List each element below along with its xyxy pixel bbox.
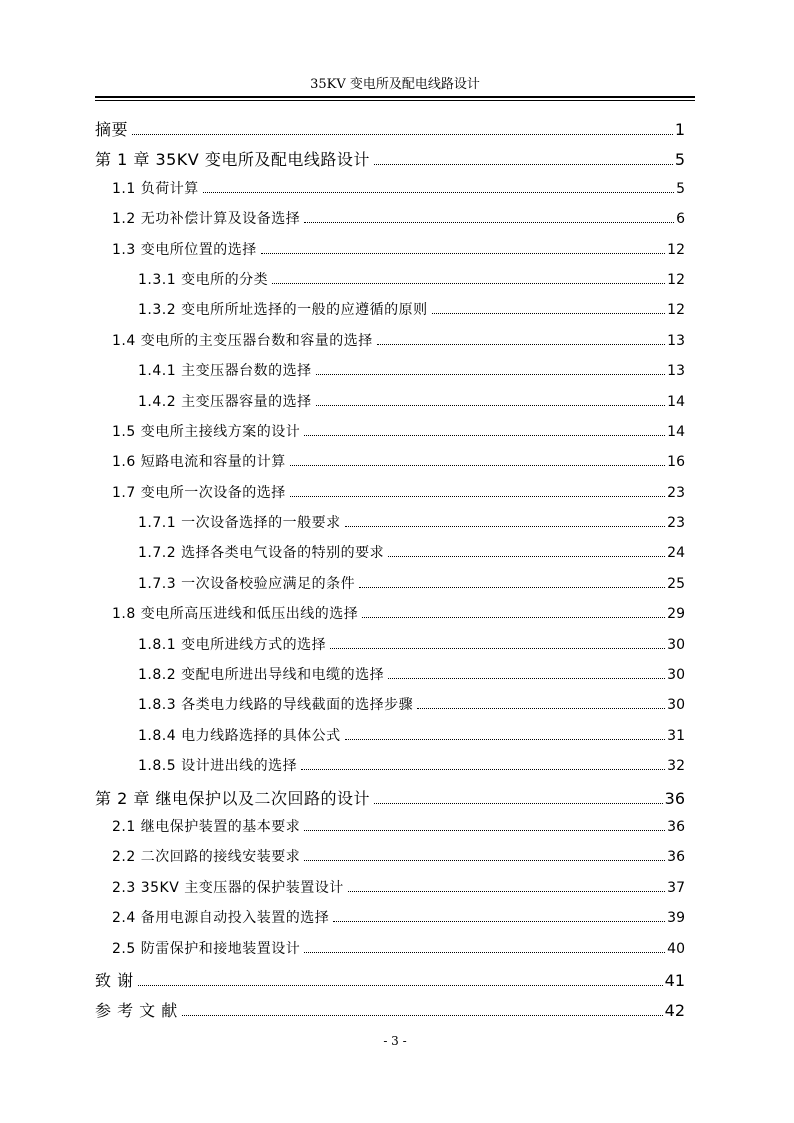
toc-dot-leader bbox=[316, 374, 666, 375]
toc-dot-leader bbox=[182, 1015, 663, 1016]
toc-entry-title: 第 1 章 35KV 变电所及配电线路设计 bbox=[95, 150, 370, 170]
toc-entry-title: 第 2 章 继电保护以及二次回路的设计 bbox=[95, 788, 370, 808]
toc-entry-title: 1.1 负荷计算 bbox=[112, 180, 199, 197]
toc-entry-title: 2.3 35KV 主变压器的保护装置设计 bbox=[112, 879, 344, 896]
toc-entry[interactable] bbox=[95, 998, 685, 1028]
running-header: 35KV 变电所及配电线路设计 bbox=[310, 77, 480, 92]
toc-entry-page: 14 bbox=[667, 393, 685, 410]
toc-entry-title: 1.8.1 变电所进线方式的选择 bbox=[138, 636, 327, 653]
toc-dot-leader bbox=[362, 617, 665, 618]
toc-entry[interactable] bbox=[95, 877, 685, 907]
toc-entry-title: 参 考 文 献 bbox=[95, 1001, 178, 1021]
toc-entry-title: 2.2 二次回路的接线安装要求 bbox=[112, 849, 301, 866]
toc-entry[interactable] bbox=[95, 634, 685, 664]
toc-entry[interactable] bbox=[95, 391, 685, 421]
toc-dot-leader bbox=[377, 344, 665, 345]
toc-entry-page: 36 bbox=[667, 818, 685, 835]
toc-dot-leader bbox=[374, 803, 663, 804]
toc-entry-page: 30 bbox=[667, 636, 685, 653]
toc-entry-title: 1.4 变电所的主变压器台数和容量的选择 bbox=[112, 332, 373, 349]
toc-entry-title: 1.7.2 选择各类电气设备的特别的要求 bbox=[138, 545, 385, 562]
page-number: - 3 - bbox=[383, 1034, 407, 1048]
toc-entry-page: 24 bbox=[667, 545, 685, 562]
toc-entry-title: 1.8.2 变配电所进出导线和电缆的选择 bbox=[138, 667, 385, 684]
toc-entry[interactable] bbox=[95, 208, 685, 238]
toc-dot-leader bbox=[301, 769, 665, 770]
toc-dot-leader bbox=[333, 921, 665, 922]
toc-dot-leader bbox=[304, 952, 665, 953]
toc-entry-page: 31 bbox=[667, 727, 685, 744]
toc-entry-page: 5 bbox=[676, 180, 685, 197]
toc-entry-page: 29 bbox=[667, 606, 685, 623]
toc-entry[interactable] bbox=[95, 816, 685, 846]
toc-dot-leader bbox=[316, 405, 666, 406]
toc-entry[interactable] bbox=[95, 299, 685, 329]
toc-entry[interactable] bbox=[95, 907, 685, 937]
toc-dot-leader bbox=[138, 985, 663, 986]
toc-entry[interactable] bbox=[95, 694, 685, 724]
toc-dot-leader bbox=[203, 192, 674, 193]
toc-dot-leader bbox=[432, 313, 666, 314]
toc-entry[interactable] bbox=[95, 330, 685, 360]
toc-dot-leader bbox=[290, 496, 665, 497]
toc-entry-title: 1.4.1 主变压器台数的选择 bbox=[138, 363, 312, 380]
toc-entry[interactable] bbox=[95, 482, 685, 512]
toc-entry-title: 2.4 备用电源自动投入装置的选择 bbox=[112, 910, 330, 927]
toc-entry-title: 1.8.4 电力线路选择的具体公式 bbox=[138, 727, 341, 744]
toc-entry-page: 41 bbox=[664, 970, 685, 990]
toc-entry-page: 30 bbox=[667, 667, 685, 684]
toc-entry[interactable] bbox=[95, 664, 685, 694]
toc-entry-title: 1.4.2 主变压器容量的选择 bbox=[138, 393, 312, 410]
toc-entry[interactable] bbox=[95, 542, 685, 572]
header-rule-thin bbox=[95, 100, 695, 101]
toc-dot-leader bbox=[417, 708, 665, 709]
toc-entry-title: 1.5 变电所主接线方案的设计 bbox=[112, 423, 301, 440]
toc-dot-leader bbox=[272, 283, 665, 284]
toc-dot-leader bbox=[304, 222, 674, 223]
toc-entry[interactable] bbox=[95, 421, 685, 451]
toc-entry[interactable] bbox=[95, 968, 685, 998]
toc-entry-title: 1.8.5 设计进出线的选择 bbox=[138, 758, 298, 775]
toc-entry[interactable] bbox=[95, 178, 685, 208]
toc-dot-leader bbox=[290, 465, 665, 466]
toc-entry-title: 摘要 bbox=[95, 120, 129, 139]
toc-dot-leader bbox=[388, 678, 665, 679]
toc-entry[interactable] bbox=[95, 269, 685, 299]
toc-entry-page: 12 bbox=[667, 241, 685, 258]
toc-dot-leader bbox=[345, 739, 666, 740]
toc-entry-page: 32 bbox=[667, 758, 685, 775]
toc-entry[interactable] bbox=[95, 846, 685, 876]
toc-entry-title: 1.3.1 变电所的分类 bbox=[138, 271, 269, 288]
toc-entry[interactable] bbox=[95, 786, 685, 816]
toc-dot-leader bbox=[304, 830, 665, 831]
toc-entry-title: 1.3 变电所位置的选择 bbox=[112, 241, 257, 258]
toc-entry[interactable] bbox=[95, 360, 685, 390]
toc-entry[interactable] bbox=[95, 147, 685, 177]
toc-entry[interactable] bbox=[95, 512, 685, 542]
toc-entry-title: 2.1 继电保护装置的基本要求 bbox=[112, 818, 301, 835]
toc-entry-page: 1 bbox=[674, 120, 685, 139]
toc-entry[interactable] bbox=[95, 451, 685, 481]
toc-entry[interactable] bbox=[95, 603, 685, 633]
toc-dot-leader bbox=[304, 860, 665, 861]
table-of-contents bbox=[95, 117, 685, 1029]
toc-dot-leader bbox=[345, 526, 666, 527]
toc-entry-page: 37 bbox=[667, 879, 685, 896]
toc-entry[interactable] bbox=[95, 938, 685, 968]
toc-entry-title: 1.7.3 一次设备校验应满足的条件 bbox=[138, 575, 356, 592]
toc-entry-page: 13 bbox=[667, 363, 685, 380]
toc-dot-leader bbox=[374, 164, 673, 165]
toc-dot-leader bbox=[304, 435, 665, 436]
toc-entry-page: 36 bbox=[667, 849, 685, 866]
header-rule-thick bbox=[95, 96, 695, 98]
toc-entry-page: 40 bbox=[667, 940, 685, 957]
toc-entry-page: 12 bbox=[667, 271, 685, 288]
toc-entry-title: 1.2 无功补偿计算及设备选择 bbox=[112, 211, 301, 228]
toc-entry-page: 30 bbox=[667, 697, 685, 714]
toc-entry[interactable] bbox=[95, 239, 685, 269]
toc-entry-title: 1.7.1 一次设备选择的一般要求 bbox=[138, 515, 341, 532]
toc-entry-page: 36 bbox=[664, 788, 685, 808]
toc-dot-leader bbox=[132, 134, 673, 135]
toc-entry-page: 13 bbox=[667, 332, 685, 349]
toc-entry[interactable] bbox=[95, 117, 685, 147]
toc-entry-page: 6 bbox=[676, 211, 685, 228]
toc-dot-leader bbox=[359, 587, 665, 588]
toc-dot-leader bbox=[261, 253, 665, 254]
toc-entry-title: 1.8.3 各类电力线路的导线截面的选择步骤 bbox=[138, 697, 414, 714]
toc-dot-leader bbox=[348, 891, 665, 892]
toc-entry-page: 14 bbox=[667, 423, 685, 440]
toc-entry-page: 39 bbox=[667, 910, 685, 927]
toc-entry-page: 23 bbox=[667, 484, 685, 501]
toc-entry-page: 5 bbox=[674, 150, 685, 170]
toc-dot-leader bbox=[330, 648, 665, 649]
toc-entry-title: 1.7 变电所一次设备的选择 bbox=[112, 484, 286, 501]
toc-dot-leader bbox=[388, 556, 665, 557]
toc-entry-page: 12 bbox=[667, 302, 685, 319]
toc-entry[interactable] bbox=[95, 755, 685, 785]
toc-entry-title: 1.8 变电所高压进线和低压出线的选择 bbox=[112, 606, 359, 623]
toc-entry-title: 1.3.2 变电所所址选择的一般的应遵循的原则 bbox=[138, 302, 428, 319]
toc-entry-title: 2.5 防雷保护和接地装置设计 bbox=[112, 940, 301, 957]
toc-entry[interactable] bbox=[95, 725, 685, 755]
toc-entry-page: 23 bbox=[667, 515, 685, 532]
toc-entry-title: 致 谢 bbox=[95, 970, 134, 990]
toc-entry-page: 25 bbox=[667, 575, 685, 592]
toc-entry-title: 1.6 短路电流和容量的计算 bbox=[112, 454, 286, 471]
toc-entry[interactable] bbox=[95, 573, 685, 603]
toc-entry-page: 16 bbox=[667, 454, 685, 471]
toc-entry-page: 42 bbox=[664, 1001, 685, 1021]
